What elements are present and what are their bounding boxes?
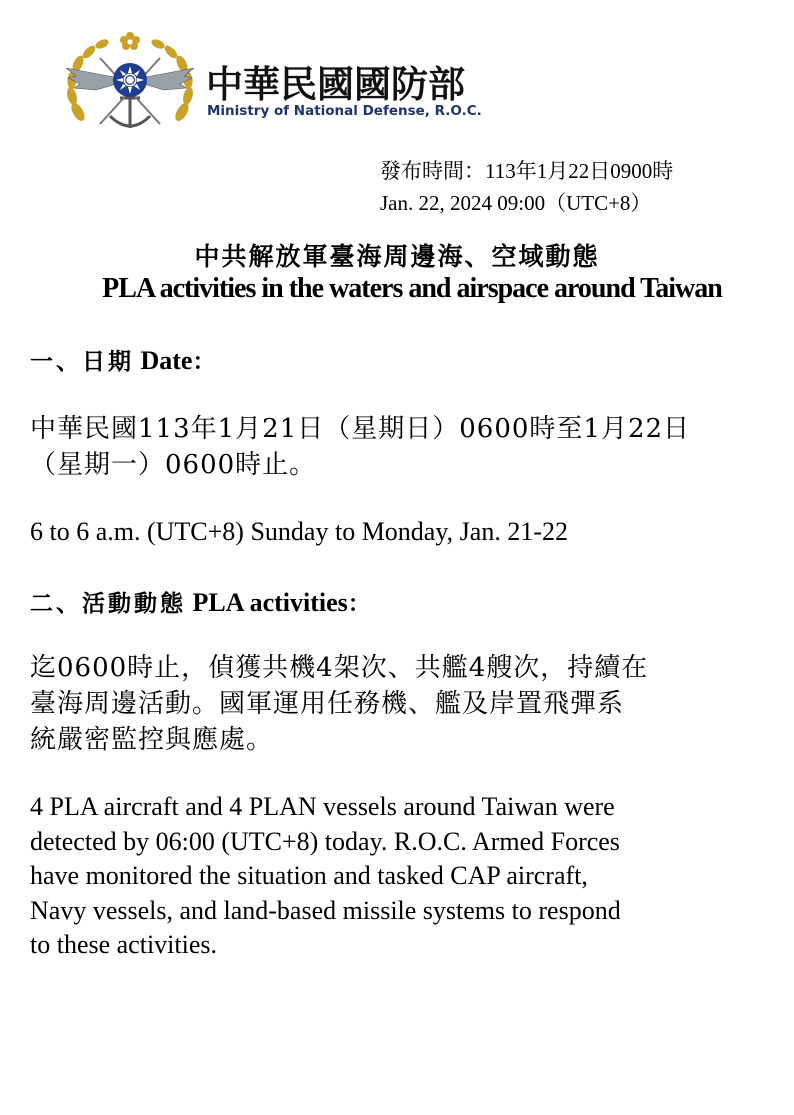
section-activities-heading-zh: 二、活動動態 bbox=[30, 591, 186, 617]
release-time-en: Jan. 22, 2024 09:00（UTC+8） bbox=[380, 191, 652, 215]
release-time-zh: 發布時間：113年1月22日0900時 bbox=[380, 159, 674, 183]
section-activities-body-zh bbox=[30, 650, 648, 758]
title-zh: 中共解放軍臺海周邊海、空域動態 bbox=[194, 242, 600, 271]
text-line: Navy vessels, and land-based missile systems to respond bbox=[30, 895, 621, 925]
text-line: 臺海周邊活動。國軍運用任務機、艦及岸置飛彈系 bbox=[30, 689, 625, 719]
title-en: PLA activities in the waters and airspace around Taiwan bbox=[102, 273, 722, 304]
release-time bbox=[380, 155, 673, 219]
text-line: to these activities. bbox=[30, 930, 218, 959]
section-date-body-zh bbox=[30, 411, 690, 483]
section-activities-heading-en: PLA activities bbox=[192, 588, 348, 617]
text-line: 統嚴密監控與應處。 bbox=[30, 725, 274, 755]
section-date-heading-colon: ： bbox=[192, 349, 219, 375]
section-activities-heading-colon: ： bbox=[347, 591, 374, 617]
text-line: have monitored the situation and tasked CAP aircraft, bbox=[30, 861, 588, 890]
text-line: （星期一）0600時止。 bbox=[30, 450, 317, 480]
section-activities-body-en bbox=[30, 790, 621, 963]
ministry-emblem bbox=[56, 28, 204, 140]
section-activities-heading bbox=[30, 585, 374, 618]
text-line: 迄0600時止，偵獲共機4架次、共艦4艘次，持續在 bbox=[30, 653, 649, 683]
org-name-en: Ministry of National Defense, R.O.C. bbox=[207, 103, 482, 119]
section-date-heading bbox=[30, 343, 218, 376]
org-name-zh: 中華民國國防部 bbox=[206, 63, 465, 106]
section-date-heading-zh: 一、日期 bbox=[30, 349, 134, 375]
text-line: 中華民國113年1月21日（星期日）0600時至1月22日 bbox=[30, 414, 691, 444]
section-date-heading-en: Date bbox=[140, 346, 193, 375]
text-line: detected by 06:00 (UTC+8) today. R.O.C. Armed Forces bbox=[30, 826, 620, 856]
text-line: 4 PLA aircraft and 4 PLAN vessels around Taiwan were bbox=[30, 792, 615, 821]
section-date-body-en: 6 to 6 a.m. (UTC+8) Sunday to Monday, Jan. 21-22 bbox=[30, 517, 568, 546]
